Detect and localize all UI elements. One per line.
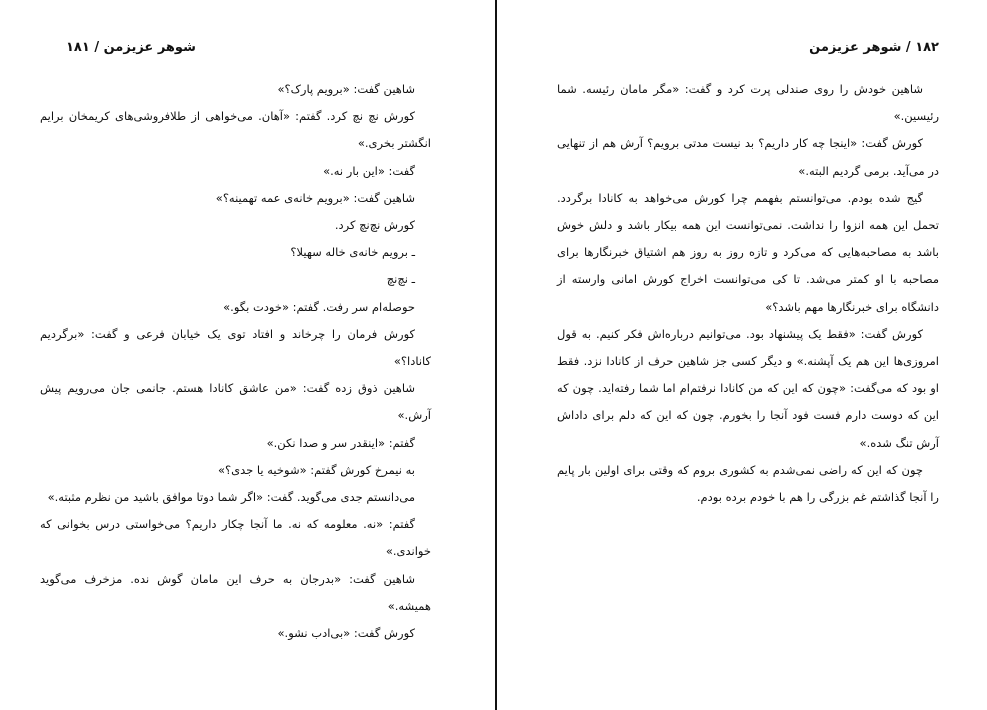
left-paragraph: شاهین گفت: «بدرجان به حرف این مامان گوش نده. مزخرف می‌گوید همیشه.» xyxy=(40,571,431,613)
left-paragraph: می‌دانستم جدی می‌گوید. گفت: «اگر شما دوتا موافق باشید من نظرم مثبته.» xyxy=(47,490,415,505)
right-page xyxy=(497,0,987,710)
left-paragraph: گفتم: «نه. معلومه که نه. ما آنجا چکار داریم؟ می‌خواستی درس بخوانی که خواندی.» xyxy=(40,517,431,559)
right-running-head: ۱۸۲ / شوهر عزیزمن xyxy=(809,40,939,55)
left-paragraph: حوصله‌ام سر رفت. گفتم: «خودت بگو.» xyxy=(223,299,415,314)
right-page-text xyxy=(557,76,939,511)
left-paragraph: کورش فرمان را چرخاند و افتاد توی یک خیابان فرعی و گفت: «برگردیم کانادا؟» xyxy=(40,326,431,369)
left-page-text xyxy=(40,76,431,647)
right-paragraph: چون که این که راضی نمی‌شدم به کشوری بروم که وقتی برای اولین بار پایم را آنجا گذاشتم غم بزرگی را هم با خودم برده بودم. xyxy=(557,462,939,505)
left-paragraph: گفت: «این بار نه.» xyxy=(323,163,415,178)
left-paragraph: شاهین گفت: «برویم پارک؟» xyxy=(277,82,415,96)
left-paragraph: ـ برویم خانه‌ی خاله سهیلا؟ xyxy=(290,245,415,260)
left-paragraph: گفتم: «اینقدر سر و صدا نکن.» xyxy=(266,435,415,450)
left-running-head: شوهر عزیزمن / ۱۸۱ xyxy=(66,40,196,55)
right-paragraph: کورش گفت: «فقط یک پیشنهاد بود. می‌توانیم درباره‌اش فکر کنیم. به قول امروزی‌ها این هم یک آپشنه.» و دیگر کسی جز شاهین حرف از کانادا نزد. فقط او بود که می‌گفت: «چون که این که من کانادا نرفتم‌ام اما شما رفته‌اید. چون که این که دوست دارم فست فود آنجا را بخورم. چون که این که دلم برای داداش آرش تنگ شده.» xyxy=(557,326,939,450)
left-paragraph: به نیمرخ کورش گفتم: «شوخیه یا جدی؟» xyxy=(217,462,415,477)
right-paragraph: کورش گفت: «اینجا چه کار داریم؟ بد نیست مدتی برویم؟ آرش هم از تنهایی در می‌آید. برمی گردیم البته.» xyxy=(557,136,939,178)
left-paragraph: شاهین ذوق زده گفت: «من عاشق کانادا هستم. جانمی جان می‌رویم پیش آرش.» xyxy=(40,381,431,423)
left-paragraph: ـ نچ‌نچ xyxy=(386,272,415,287)
left-paragraph: شاهین گفت: «برویم خانه‌ی عمه تهمینه؟» xyxy=(215,190,415,205)
left-paragraph: کورش نچ نچ کرد. گفتم: «آهان. می‌خواهی از طلافروشی‌های کریمخان برایم انگشتر بخری.» xyxy=(40,109,431,151)
right-paragraph: شاهین خودش را روی صندلی پرت کرد و گفت: «مگر مامان رئیسه. شما رئیسین.» xyxy=(557,82,939,124)
right-paragraph: گیج شده بودم. می‌توانستم بفهمم چرا کورش می‌خواهد به کانادا برگردد. تحمل این همه انزوا را نداشت. نمی‌توانست این همه بیکار باشد و دلش خوش باشد به مصاحبه‌هایی که می‌کرد و تازه روز به روز هم اشتیاق خبرنگارها برای مصاحبه با او کمتر می‌شد. تا کی می‌توانست اخراج کورش امانی وارسته از دانشگاه برای خبرنگارها مهم باشد؟» xyxy=(557,190,939,314)
left-paragraph: کورش گفت: «بی‌ادب نشو.» xyxy=(277,626,415,641)
left-paragraph: کورش نچ‌نچ کرد. xyxy=(334,218,415,233)
